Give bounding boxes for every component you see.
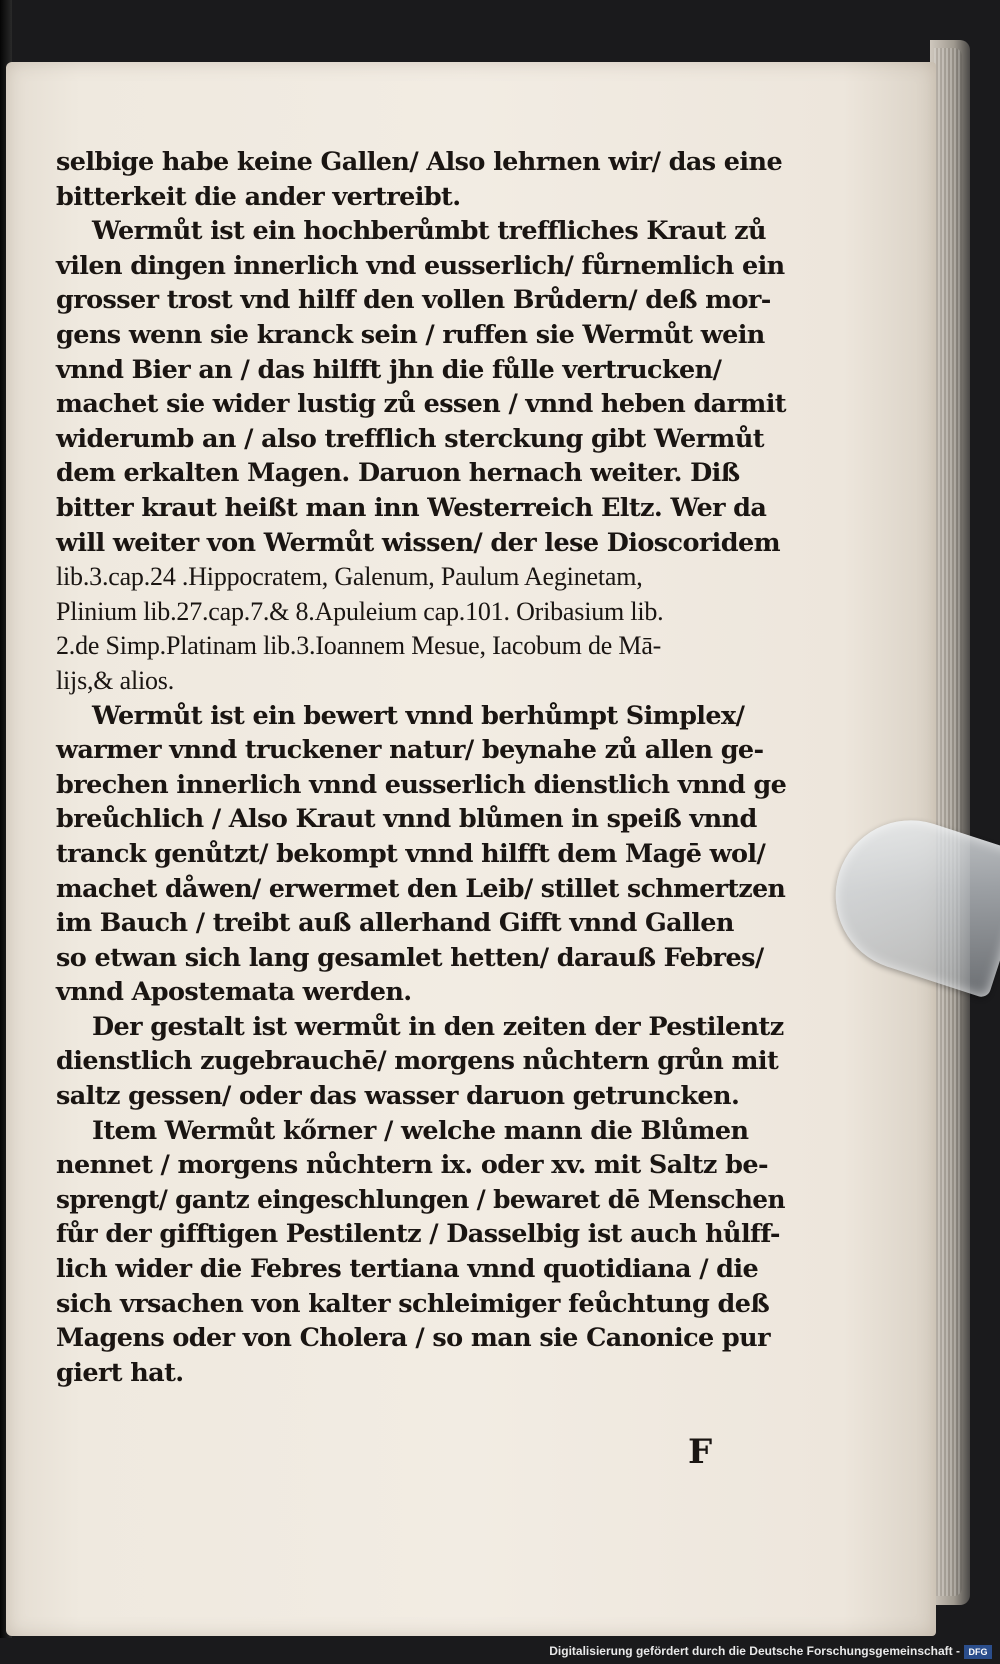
text-line: widerumb an / also trefflich sterckung gibt Wermůt <box>56 423 764 454</box>
text-line: machet dåwen/ erwermet den Leib/ stillet schmertzen <box>56 873 786 904</box>
text-line: will weiter von Wermůt wissen/ der lese Dioscoridem <box>56 527 781 558</box>
text-line: warmer vnnd truckener natur/ beynahe zů allen ge- <box>56 735 764 766</box>
text-line: lich wider die Febres tertiana vnnd quotidiana / die <box>56 1254 759 1284</box>
text-line: saltz gessen/ oder das wasser daruon getruncken. <box>56 1081 740 1112</box>
text-line: lijs,& alios. <box>56 665 175 695</box>
text-line: brechen innerlich vnnd eusserlich dienstlich vnnd ge <box>56 769 787 800</box>
text-line: vnnd Apostemata werden. <box>56 977 412 1008</box>
text-line: vilen dingen innerlich vnd eusserlich/ fůrnemlich ein <box>56 250 785 281</box>
text-line: Plinium lib.27.cap.7.& 8.Apuleium cap.101. Oribasium lib. <box>56 596 664 626</box>
text-line: Item Wermůt kőrner / welche mann die Blůmen <box>92 1115 749 1146</box>
text-line: sprengt/ gantz eingeschlungen / bewaret dē Menschen <box>56 1184 785 1214</box>
text-line: giert hat. <box>56 1357 184 1388</box>
text-line: gens wenn sie kranck sein / ruffen sie Wermůt wein <box>56 319 765 350</box>
signature-mark: F <box>688 1432 713 1472</box>
dfg-logo: DFG <box>964 1645 992 1659</box>
text-line: im Bauch / treibt auß allerhand Gifft vnnd Gallen <box>56 908 734 939</box>
text-line: Wermůt ist ein hochberůmbt treffliches Kraut zů <box>92 216 766 247</box>
text-line: grosser trost vnd hilff den vollen Brůdern/ deß mor- <box>56 285 771 316</box>
text-line: sich vrsachen von kalter schleimiger feůchtung deß <box>56 1288 770 1319</box>
text-line: lib.3.cap.24 .Hippocratem, Galenum, Paulum Aeginetam, <box>56 562 643 592</box>
text-line: Der gestalt ist wermůt in den zeiten der Pestilentz <box>92 1011 784 1042</box>
text-line: Magens oder von Cholera / so man sie Canonice pur <box>56 1323 770 1354</box>
text-line: dienstlich zugebrauchē/ morgens nůchtern grůn mit <box>56 1046 779 1077</box>
text-line: bitter kraut heißt man inn Westerreich Eltz. Wer da <box>56 492 767 523</box>
text-line: nennet / morgens nůchtern ix. oder xv. mit Saltz be- <box>56 1150 768 1181</box>
text-line: so etwan sich lang gesamlet hetten/ darauß Febres/ <box>56 942 764 973</box>
text-line: selbige habe keine Gallen/ Also lehrnen wir/ das eine <box>56 147 783 177</box>
footer-strip <box>0 1638 1000 1664</box>
text-line: fůr der gifftigen Pestilentz / Dasselbig ist auch hůlff- <box>56 1219 780 1250</box>
text-line: dem erkalten Magen. Daruon hernach weiter. Diß <box>56 458 740 489</box>
text-line: 2.de Simp.Platinam lib.3.Ioannem Mesue, Iacobum de Mā- <box>56 631 662 661</box>
text-line: bitterkeit die ander vertreibt. <box>56 181 461 212</box>
text-line: tranck genůtzt/ bekompt vnnd hilfft dem Magē wol/ <box>56 838 766 869</box>
digitization-credit: Digitalisierung gefördert durch die Deutsche Forschungsgemeinschaft - <box>549 1644 960 1658</box>
text-line: machet sie wider lustig zů essen / vnnd heben darmit <box>56 389 786 420</box>
text-line: vnnd Bier an / das hilfft jhn die fůlle vertrucken/ <box>56 354 722 385</box>
text-line: breůchlich / Also Kraut vnnd blůmen in speiß vnnd <box>56 804 757 835</box>
text-line: Wermůt ist ein bewert vnnd berhůmpt Simplex/ <box>92 700 745 731</box>
page-stack-lines <box>934 48 962 1596</box>
page-text-block <box>56 145 786 1390</box>
